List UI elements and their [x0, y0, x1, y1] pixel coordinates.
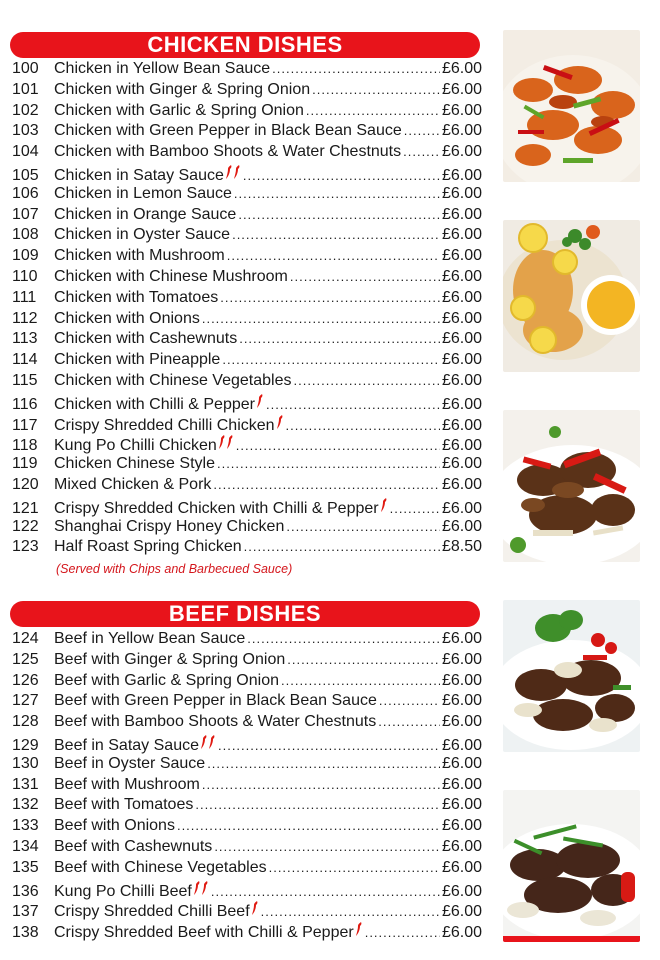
beef-dish-list — [12, 630, 482, 942]
beef-pepper-photo — [503, 600, 640, 752]
dot-leader — [244, 539, 440, 554]
chili-icon — [256, 393, 264, 409]
menu-item-row — [12, 206, 482, 227]
menu-item-price: £6.00 — [441, 247, 482, 265]
menu-item-number: 106 — [12, 184, 39, 202]
menu-item-number: 132 — [12, 796, 39, 814]
menu-item-name: Chicken in Lemon Sauce — [54, 184, 232, 202]
chili-icon — [200, 734, 216, 750]
menu-item-price: £6.00 — [441, 437, 482, 455]
menu-item-number: 129 — [12, 736, 39, 754]
menu-item-number: 124 — [12, 630, 39, 647]
menu-item-number: 128 — [12, 713, 39, 731]
menu-item-name: Crispy Shredded Chilli Chicken — [54, 416, 275, 434]
menu-item-row — [12, 143, 482, 164]
menu-item-row — [12, 817, 482, 838]
menu-item-number: 138 — [12, 924, 39, 942]
menu-item-number: 127 — [12, 692, 39, 710]
menu-item-row — [12, 393, 482, 414]
menu-item-number: 101 — [12, 80, 39, 98]
menu-item-price: £6.00 — [441, 754, 482, 772]
menu-item-number: 109 — [12, 247, 39, 265]
menu-item-price: £6.00 — [441, 166, 482, 184]
menu-item-name: Shanghai Crispy Honey Chicken — [54, 517, 285, 535]
menu-item-name: Crispy Shredded Chilli Beef — [54, 903, 250, 921]
dot-leader — [293, 373, 439, 388]
dot-leader — [217, 456, 440, 471]
menu-item-number: 133 — [12, 817, 39, 835]
menu-item-price: £6.00 — [441, 184, 482, 202]
menu-item-number: 107 — [12, 205, 39, 223]
dot-leader — [222, 352, 440, 367]
menu-item-number: 113 — [12, 330, 38, 348]
menu-item-number: 126 — [12, 671, 39, 689]
dot-leader — [213, 477, 440, 492]
dot-leader — [177, 818, 440, 833]
menu-item-row — [12, 414, 482, 435]
chicken-served-note: (Served with Chips and Barbecued Sauce) — [56, 562, 293, 576]
dot-leader — [243, 168, 440, 183]
menu-item-price: £6.00 — [441, 671, 482, 689]
menu-item-number: 117 — [12, 416, 38, 434]
chili-icon — [380, 497, 388, 513]
menu-item-number: 131 — [12, 775, 39, 793]
dot-leader — [202, 777, 440, 792]
menu-item-name: Beef with Tomatoes — [54, 796, 194, 814]
menu-item-number: 110 — [12, 267, 38, 285]
menu-item-name: Beef with Bamboo Shoots & Water Chestnuts — [54, 713, 377, 731]
menu-item-row — [12, 268, 482, 289]
lemon-chicken-photo — [503, 220, 640, 372]
dot-leader — [239, 331, 440, 346]
dot-leader — [211, 884, 440, 899]
dot-leader — [365, 925, 440, 940]
chili-icon — [276, 414, 284, 430]
menu-item-row — [12, 497, 482, 518]
dot-leader — [272, 61, 440, 76]
menu-item-price: £6.00 — [441, 713, 482, 731]
menu-item-number: 125 — [12, 650, 39, 668]
dot-leader — [312, 82, 440, 97]
menu-item-number: 120 — [12, 475, 39, 493]
menu-item-price: £6.00 — [441, 205, 482, 223]
menu-item-row — [12, 226, 482, 247]
menu-item-number: 135 — [12, 858, 39, 876]
menu-item-row — [12, 476, 482, 497]
menu-item-price: £6.00 — [441, 650, 482, 668]
menu-item-price: £6.00 — [441, 499, 482, 517]
menu-item-name: Chicken with Onions — [54, 309, 200, 327]
menu-item-price: £6.00 — [441, 630, 482, 647]
menu-item-price: £6.00 — [441, 817, 482, 835]
menu-item-price: £6.00 — [441, 775, 482, 793]
menu-item-row — [12, 330, 482, 351]
menu-item-number: 114 — [12, 351, 38, 369]
menu-item-row — [12, 838, 482, 859]
menu-item-name: Chicken in Orange Sauce — [54, 205, 237, 223]
menu-item-price: £6.00 — [441, 395, 482, 413]
dot-leader — [195, 797, 440, 812]
dot-leader — [207, 756, 440, 771]
menu-item-row — [12, 102, 482, 123]
menu-item-name: Chicken with Green Pepper in Black Bean Sauce — [54, 122, 402, 140]
menu-item-row — [12, 630, 482, 651]
menu-item-name: Half Roast Spring Chicken — [54, 538, 242, 556]
chilli-chicken-photo — [503, 30, 640, 182]
menu-item-number: 108 — [12, 226, 39, 244]
menu-item-name: Chicken in Yellow Bean Sauce — [54, 60, 271, 77]
chili-icon — [225, 164, 241, 180]
menu-item-name: Beef with Cashewnuts — [54, 837, 213, 855]
menu-item-number: 105 — [12, 166, 39, 184]
chili-icon — [193, 880, 209, 896]
menu-item-row — [12, 900, 482, 921]
menu-item-price: £6.00 — [441, 226, 482, 244]
menu-item-row — [12, 351, 482, 372]
dot-leader — [378, 714, 440, 729]
menu-item-name: Chicken with Ginger & Spring Onion — [54, 80, 311, 98]
menu-item-row — [12, 518, 482, 539]
dot-leader — [232, 227, 440, 242]
dot-leader — [290, 269, 440, 284]
menu-item-price: £6.00 — [441, 517, 482, 535]
menu-item-price: £6.00 — [441, 903, 482, 921]
dot-leader — [286, 418, 440, 433]
menu-item-price: £6.00 — [441, 143, 482, 161]
menu-item-price: £6.00 — [441, 858, 482, 876]
chili-icon — [251, 900, 259, 916]
dot-leader — [287, 652, 440, 667]
menu-item-price: £6.00 — [441, 60, 482, 77]
menu-item-row — [12, 164, 482, 185]
menu-item-price: £6.00 — [441, 475, 482, 493]
menu-item-number: 111 — [12, 288, 37, 306]
menu-item-name: Beef in Oyster Sauce — [54, 754, 206, 772]
kung-po-chicken-photo — [503, 410, 640, 562]
menu-item-name: Chicken with Chinese Mushroom — [54, 267, 288, 285]
dot-leader — [403, 144, 440, 159]
menu-item-name: Kung Po Chilli Beef — [54, 882, 192, 900]
menu-item-price: £6.00 — [441, 267, 482, 285]
chili-icon — [218, 434, 234, 450]
menu-item-row — [12, 796, 482, 817]
menu-item-price: £6.00 — [441, 455, 482, 473]
menu-item-price: £6.00 — [441, 736, 482, 754]
menu-item-row — [12, 289, 482, 310]
menu-item-row — [12, 434, 482, 455]
dot-leader — [220, 290, 440, 305]
menu-item-row — [12, 880, 482, 901]
menu-item-row — [12, 455, 482, 476]
menu-item-name: Chicken with Bamboo Shoots & Water Chestnuts — [54, 143, 402, 161]
menu-item-row — [12, 247, 482, 268]
menu-item-row — [12, 692, 482, 713]
dot-leader — [227, 248, 440, 263]
menu-item-price: £6.00 — [441, 309, 482, 327]
menu-item-row — [12, 122, 482, 143]
menu-item-number: 118 — [12, 437, 38, 455]
menu-item-price: £6.00 — [441, 101, 482, 119]
menu-item-price: £8.50 — [441, 538, 482, 556]
menu-item-price: £6.00 — [441, 837, 482, 855]
menu-item-row — [12, 776, 482, 797]
dot-leader — [247, 631, 440, 646]
menu-item-number: 119 — [12, 455, 38, 473]
chicken-dish-list — [12, 60, 482, 559]
menu-item-name: Mixed Chicken & Pork — [54, 475, 212, 493]
menu-item-name: Chicken with Chinese Vegetables — [54, 371, 292, 389]
menu-item-number: 123 — [12, 538, 39, 556]
menu-item-name: Chicken with Tomatoes — [54, 288, 219, 306]
menu-item-number: 136 — [12, 882, 39, 900]
menu-item-number: 112 — [12, 309, 38, 327]
menu-item-number: 115 — [12, 371, 38, 389]
menu-item-row — [12, 538, 482, 559]
dot-leader — [236, 438, 440, 453]
menu-item-number: 100 — [12, 60, 39, 77]
menu-item-row — [12, 60, 482, 81]
dot-leader — [261, 904, 440, 919]
dot-leader — [390, 501, 440, 516]
dot-leader — [379, 693, 440, 708]
menu-item-number: 134 — [12, 837, 39, 855]
menu-item-price: £6.00 — [441, 351, 482, 369]
menu-item-price: £6.00 — [441, 371, 482, 389]
menu-item-number: 130 — [12, 754, 39, 772]
menu-item-name: Crispy Shredded Beef with Chilli & Pepper — [54, 924, 354, 942]
menu-item-row — [12, 672, 482, 693]
menu-item-number: 103 — [12, 122, 39, 140]
dot-leader — [269, 860, 440, 875]
menu-item-name: Beef with Green Pepper in Black Bean Sauce — [54, 692, 377, 710]
dot-leader — [218, 738, 440, 753]
dot-leader — [281, 673, 440, 688]
menu-item-name: Beef with Ginger & Spring Onion — [54, 650, 286, 668]
menu-item-price: £6.00 — [441, 416, 482, 434]
menu-item-name: Beef with Garlic & Spring Onion — [54, 671, 279, 689]
menu-item-number: 121 — [12, 499, 39, 517]
chicken-section-banner: CHICKEN DISHES — [10, 32, 480, 58]
menu-item-row — [12, 713, 482, 734]
dot-leader — [214, 839, 440, 854]
dot-leader — [238, 207, 440, 222]
dot-leader — [306, 103, 440, 118]
menu-item-number: 122 — [12, 517, 39, 535]
beef-section-banner: BEEF DISHES — [10, 601, 480, 627]
menu-item-number: 104 — [12, 143, 39, 161]
menu-item-name: Chicken in Oyster Sauce — [54, 226, 231, 244]
menu-item-name: Chicken with Pineapple — [54, 351, 221, 369]
menu-item-price: £6.00 — [441, 882, 482, 900]
menu-item-name: Chicken with Garlic & Spring Onion — [54, 101, 304, 119]
menu-item-price: £6.00 — [441, 288, 482, 306]
menu-item-row — [12, 372, 482, 393]
dot-leader — [286, 519, 440, 534]
dot-leader — [234, 186, 440, 201]
menu-item-price: £6.00 — [441, 796, 482, 814]
menu-item-row — [12, 651, 482, 672]
menu-item-name: Kung Po Chilli Chicken — [54, 437, 217, 455]
menu-item-name: Beef with Chinese Vegetables — [54, 858, 267, 876]
menu-item-number: 102 — [12, 101, 39, 119]
menu-item-number: 116 — [12, 395, 38, 413]
menu-item-row — [12, 755, 482, 776]
menu-item-row — [12, 859, 482, 880]
menu-item-row — [12, 310, 482, 331]
menu-item-price: £6.00 — [441, 122, 482, 140]
dot-leader — [202, 311, 440, 326]
menu-item-name: Beef in Satay Sauce — [54, 736, 199, 754]
dot-leader — [404, 123, 440, 138]
menu-item-row — [12, 921, 482, 942]
menu-item-name: Beef in Yellow Bean Sauce — [54, 630, 246, 647]
menu-item-price: £6.00 — [441, 330, 482, 348]
menu-item-name: Chicken Chinese Style — [54, 455, 215, 473]
dot-leader — [266, 397, 440, 412]
menu-item-name: Chicken with Chilli & Pepper — [54, 395, 255, 413]
menu-item-name: Beef with Mushroom — [54, 775, 200, 793]
menu-item-name: Chicken with Cashewnuts — [54, 330, 238, 348]
menu-item-price: £6.00 — [441, 692, 482, 710]
menu-item-row — [12, 734, 482, 755]
menu-item-price: £6.00 — [441, 80, 482, 98]
menu-item-price: £6.00 — [441, 924, 482, 942]
menu-item-row — [12, 81, 482, 102]
menu-item-name: Crispy Shredded Chicken with Chilli & Pepper — [54, 499, 379, 517]
menu-item-name: Chicken in Satay Sauce — [54, 166, 224, 184]
menu-item-number: 137 — [12, 903, 39, 921]
menu-item-name: Beef with Onions — [54, 817, 175, 835]
menu-item-name: Chicken with Mushroom — [54, 247, 225, 265]
crispy-beef-photo — [503, 790, 640, 942]
menu-item-row — [12, 185, 482, 206]
chili-icon — [355, 921, 363, 937]
